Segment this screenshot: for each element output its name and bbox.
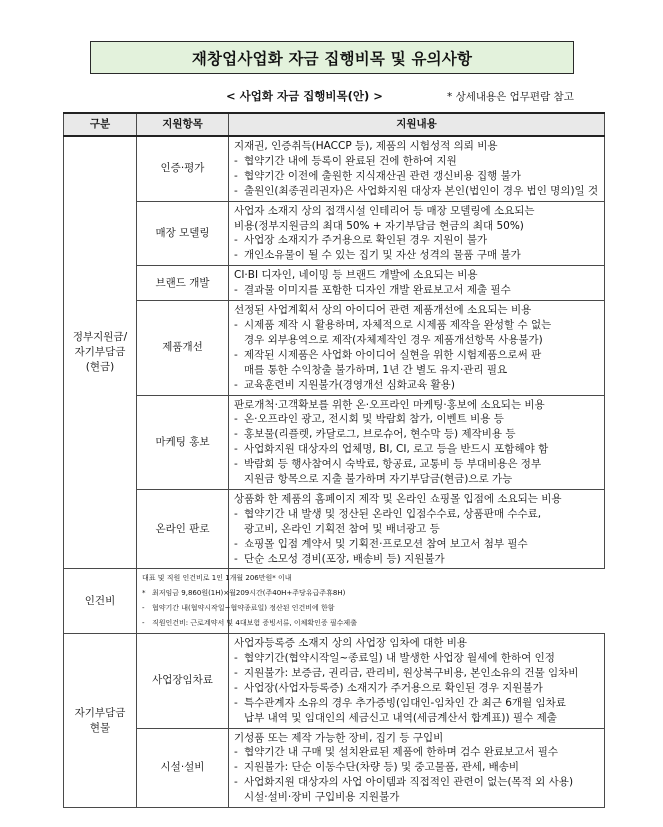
footnote-line: * 최저임금 9,860원(1H)×월209시간(주40H+주당유급주휴8H) <box>142 586 225 601</box>
content-line: 대표 및 직원 인건비로 1인 1개월 206만원* 이내 <box>142 574 292 583</box>
content-line: 비용(정부지원금의 최대 50% + 자기부담금 현금의 최대 50%) <box>234 219 524 232</box>
continuation-line: 지원금 항목으로 지출 불가하며 자기부담금(현금)으로 가능 <box>244 473 513 486</box>
content-cell <box>229 395 605 489</box>
bullet-line: - 결과물 이미지를 포함한 디자인 개발 완료보고서 제출 필수 <box>234 283 601 298</box>
continuation-line: 매를 통한 수익창출 불가하며, 1년 간 별도 유지·관리 필요 <box>244 363 508 376</box>
bullet-line: - 홍보물(리플렛, 카달로그, 브로슈어, 현수막 등) 제작비용 등 <box>234 427 601 442</box>
item-cell: 제품개선 <box>137 301 229 395</box>
content-cell <box>137 569 357 634</box>
content-line: 지재권, 인증취득(HACCP 등), 제품의 시험성적 의뢰 비용 <box>234 140 498 152</box>
bullet-line: - 협약기간 내에 등록이 완료된 건에 한하여 지원 <box>234 154 601 169</box>
bullet-line: - 협약기간(협약시작일~종료일) 내 발생한 사업장 월세에 한하여 인정 <box>234 651 601 666</box>
bullet-line: - 지원불가: 단순 이동수단(차량 등) 및 중고물품, 관세, 배송비 <box>234 760 601 775</box>
category-cell-inkind <box>64 634 137 808</box>
bullet-line: - 박람회 등 행사참여시 숙박료, 항공료, 교통비 등 부대비용은 정부 <box>234 457 601 472</box>
item-cell: 매장 모델링 <box>137 201 229 266</box>
bullet-line: - 직원인건비: 근로계약서 및 4대보험 증빙서류, 이체확인증 필수제출 <box>142 616 225 631</box>
item-cell: 인건비 <box>64 569 137 634</box>
bullet-line: - 사업화지원 대상자의 사업 아이템과 직접적인 관련이 없는(목적 외 사용) <box>234 775 601 790</box>
table-row <box>64 569 605 634</box>
continuation-line: 시설·설비·장비 구입비용 지원불가 <box>244 791 400 804</box>
bullet-line: - 출원인(최종권리권자)은 사업화지원 대상자 본인(법인이 경우 법인 명의)일 것 <box>234 184 601 199</box>
table-header-row <box>64 113 605 136</box>
item-cell: 마케팅 홍보 <box>137 395 229 489</box>
table-row <box>64 489 605 569</box>
item-cell: 브랜드 개발 <box>137 266 229 301</box>
item-cell: 온라인 판로 <box>137 489 229 569</box>
item-cell: 사업장임차료 <box>137 634 229 728</box>
category-label: 자기부담금 현물 <box>74 706 126 734</box>
bullet-line: - 시제품 제작 시 활용하며, 자체적으로 시제품 제작을 완성할 수 없는 <box>234 318 601 333</box>
continuation-line: 납부 내역 및 임대인의 세금신고 내역(세금계산서 합계표)) 필수 제출 <box>244 711 557 724</box>
content-line: 기성품 또는 제작 가능한 장비, 집기 등 구입비 <box>234 731 444 744</box>
bullet-line: - 사업화지원 대상자의 업체명, BI, CI, 로고 등을 반드시 포함해야 함 <box>234 442 601 457</box>
header-item: 지원항목 <box>137 113 229 136</box>
content-line: 사업자 소재지 상의 접객시설 인테리어 등 매장 모델링에 소요되는 <box>234 204 535 217</box>
table-row <box>64 395 605 489</box>
bullet-line: - 협약기간 내(협약시작일~협약종료일) 정산된 인건비에 한함 <box>142 601 225 616</box>
continuation-line: 경우 외부용역으로 제작(자체제작인 경우 제품개선항목 사용불가) <box>244 333 543 346</box>
bullet-line: - 쇼핑몰 입점 계약서 및 기획전·프로모션 참여 보고서 첨부 필수 <box>234 537 601 552</box>
category-cell-cash <box>64 136 137 569</box>
content-cell <box>229 136 605 201</box>
content-cell <box>229 634 605 728</box>
bullet-line: - 지원불가: 보증금, 권리금, 관리비, 원상복구비용, 본인소유의 건물 임차비 <box>234 666 601 681</box>
bullet-line: - 사업장 소재지가 주거용으로 확인된 경우 지원이 불가 <box>234 233 601 248</box>
expense-items-table <box>63 112 605 808</box>
content-line: 판로개척·고객확보를 위한 온·오프라인 마케팅·홍보에 소요되는 비용 <box>234 398 545 411</box>
content-cell <box>229 266 605 301</box>
item-cell: 인증·평가 <box>137 136 229 201</box>
bullet-line: - 교육훈련비 지원불가(경영개선 심화교육 활용) <box>234 378 601 393</box>
page-title: 재창업사업화 자금 집행비목 및 유의사항 <box>90 41 574 74</box>
content-cell <box>229 489 605 569</box>
category-label: 정부지원금/ 자기부담금 (현금) <box>72 331 128 374</box>
continuation-line: 광고비, 온라인 기획전 참여 및 배너광고 등 <box>244 522 440 535</box>
table-row <box>64 634 605 728</box>
bullet-line: - 단순 소모성 경비(포장, 배송비 등) 지원불가 <box>234 552 601 567</box>
bullet-line: - 협약기간 내 발생 및 정산된 온라인 입점수수료, 상품판매 수수료, <box>234 507 601 522</box>
table-row <box>64 136 605 201</box>
content-line: 상품화 한 제품의 홈페이지 제작 및 온라인 쇼핑몰 입점에 소요되는 비용 <box>234 492 562 505</box>
table-row <box>64 728 605 808</box>
bullet-line: - 온·오프라인 광고, 전시회 및 박람회 참가, 이벤트 비용 등 <box>234 412 601 427</box>
bullet-line: - 특수관계자 소유의 경우 추가증빙(임대인-임차인 간 최근 6개월 임차료 <box>234 696 601 711</box>
content-cell <box>229 728 605 808</box>
bullet-line: - 제작된 시제품은 사업화 아이디어 실현을 위한 시험제품으로써 판 <box>234 348 601 363</box>
bullet-line: - 협약기간 이전에 출원한 지식재산권 관련 갱신비용 집행 불가 <box>234 169 601 184</box>
table-row <box>64 201 605 266</box>
header-content: 지원내용 <box>229 113 605 136</box>
table-subtitle: < 사업화 자금 집행비목(안) > <box>226 89 383 103</box>
bullet-line: - 개인소유물이 될 수 있는 집기 및 자산 성격의 물품 구매 불가 <box>234 248 601 263</box>
reference-note: * 상세내용은 업무편람 참고 <box>447 91 574 103</box>
item-cell: 시설·설비 <box>137 728 229 808</box>
content-line: 사업자등록증 소재지 상의 사업장 임차에 대한 비용 <box>234 637 468 650</box>
header-category: 구분 <box>64 113 137 136</box>
content-cell <box>229 201 605 266</box>
content-line: CI·BI 디자인, 네이밍 등 브랜드 개발에 소요되는 비용 <box>234 269 478 282</box>
table-row <box>64 266 605 301</box>
content-cell <box>229 301 605 395</box>
table-row <box>64 301 605 395</box>
content-line: 선정된 사업계획서 상의 아이디어 관련 제품개선에 소요되는 비용 <box>234 304 532 317</box>
bullet-line: - 사업장(사업자등록증) 소재지가 주거용으로 확인된 경우 지원불가 <box>234 681 601 696</box>
bullet-line: - 협약기간 내 구매 및 설치완료된 제품에 한하며 검수 완료보고서 필수 <box>234 745 601 760</box>
